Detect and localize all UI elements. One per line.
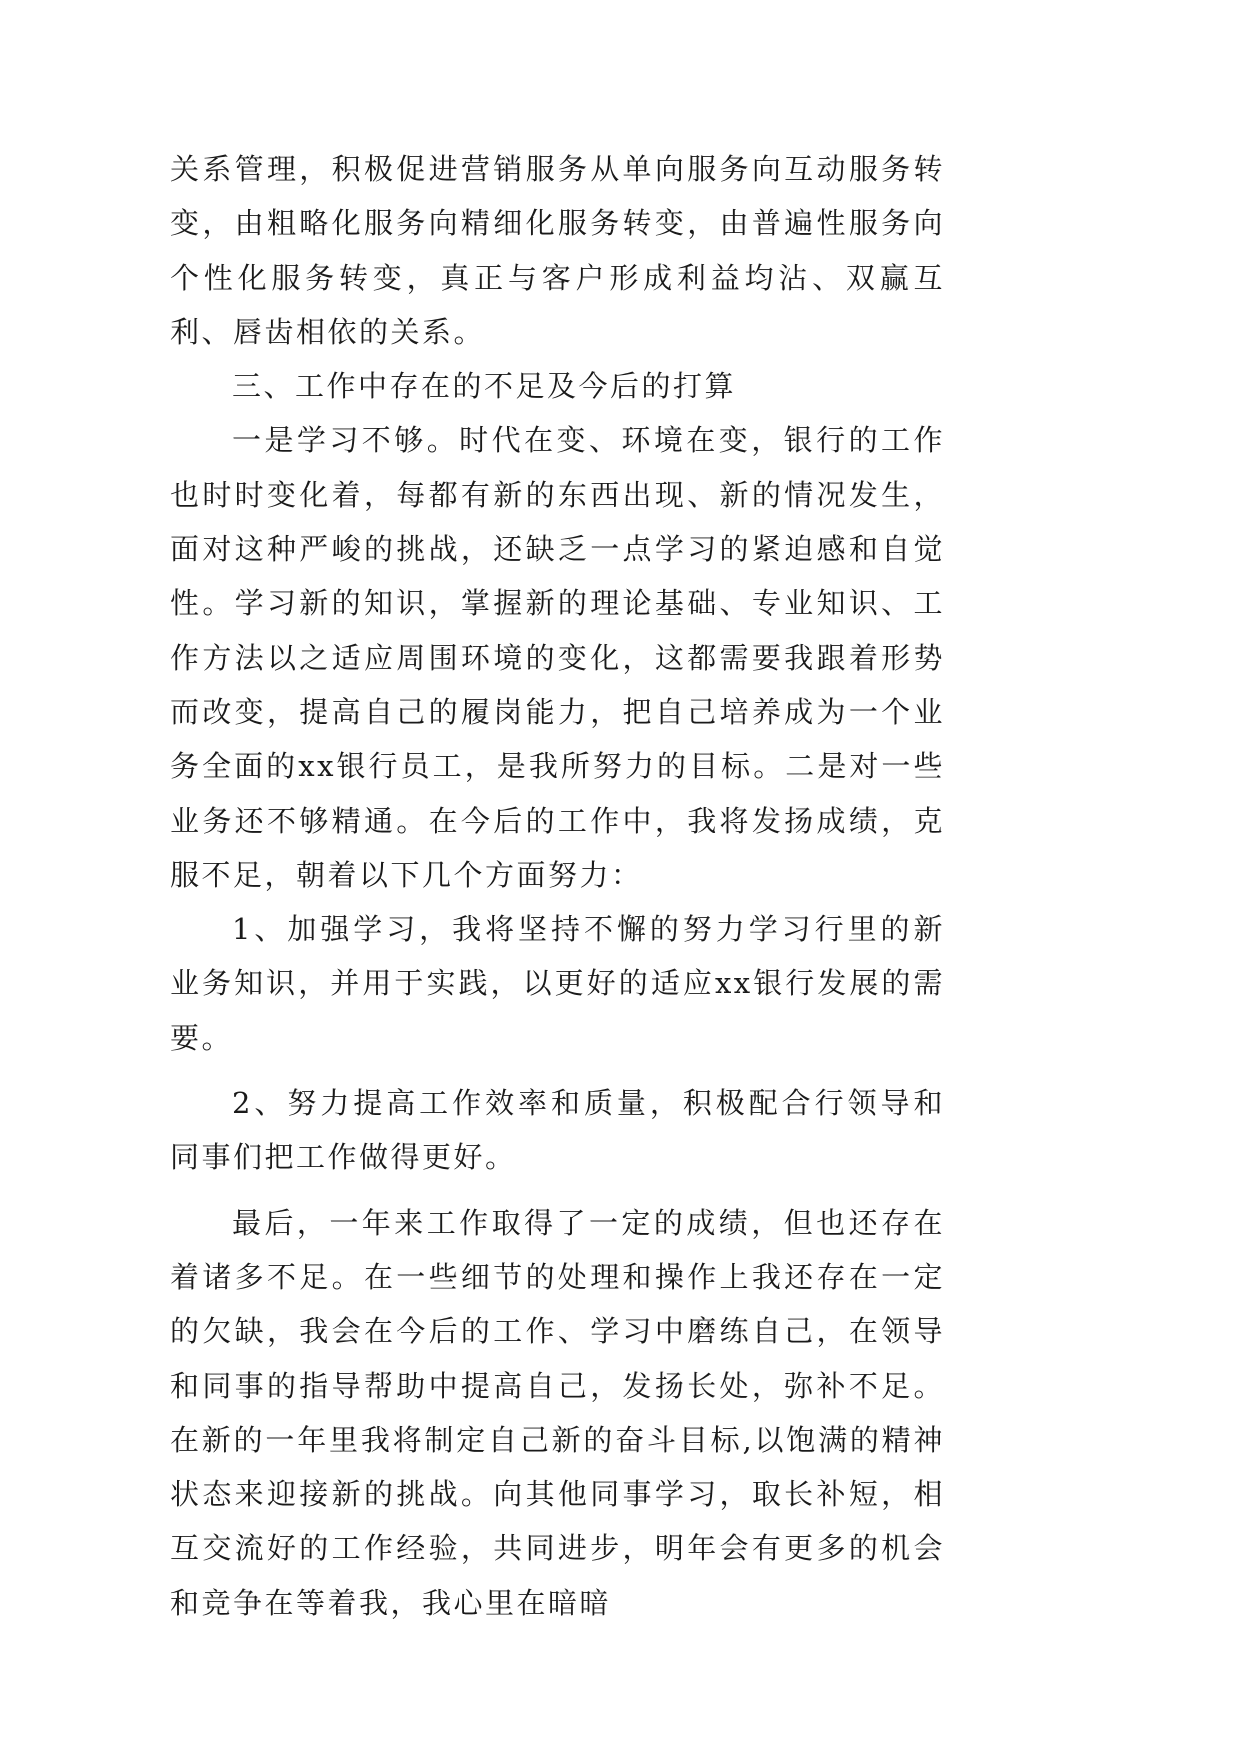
document-body <box>170 142 945 1630</box>
list-item-strengthen-learning: 1、加强学习，我将坚持不懈的努力学习行里的新业务知识，并用于实践，以更好的适应xx银行发展的需要。 <box>170 912 945 1055</box>
list-item-improve-efficiency: 2、努力提高工作效率和质量，积极配合行领导和同事们把工作做得更好。 <box>170 1086 945 1175</box>
paragraph-customer-relations: 关系管理，积极促进营销服务从单向服务向互动服务转变，由粗略化服务向精细化服务转变，由普遍性服务向个性化服务转变，真正与客户形成利益均沾、双赢互利、唇齿相依的关系。 <box>170 152 945 349</box>
paragraph-conclusion: 最后，一年来工作取得了一定的成绩，但也还存在着诸多不足。在一些细节的处理和操作上我还存在一定的欠缺，我会在今后的工作、学习中磨练自己，在领导和同事的指导帮助中提高自己，发扬长处，弥补不足。在新的一年里我将制定自己新的奋斗目标,以饱满的精神状态来迎接新的挑战。向其他同事学习，取长补短，相互交流好的工作经验，共同进步，明年会有更多的机会和竞争在等着我，我心里在暗暗 <box>170 1205 945 1620</box>
section-heading-shortcomings: 三、工作中存在的不足及今后的打算 <box>232 369 737 404</box>
paragraph-insufficient-learning: 一是学习不够。时代在变、环境在变，银行的工作也时时变化着，每都有新的东西出现、新的情况发生，面对这种严峻的挑战，还缺乏一点学习的紧迫感和自觉性。学习新的知识，掌握新的理论基础、专业知识、工作方法以之适应周围环境的变化，这都需要我跟着形势而改变，提高自己的履岗能力，把自己培养成为一个业务全面的xx银行员工，是我所努力的目标。二是对一些业务还不够精通。在今后的工作中，我将发扬成绩，克服不足，朝着以下几个方面努力： <box>170 423 945 892</box>
